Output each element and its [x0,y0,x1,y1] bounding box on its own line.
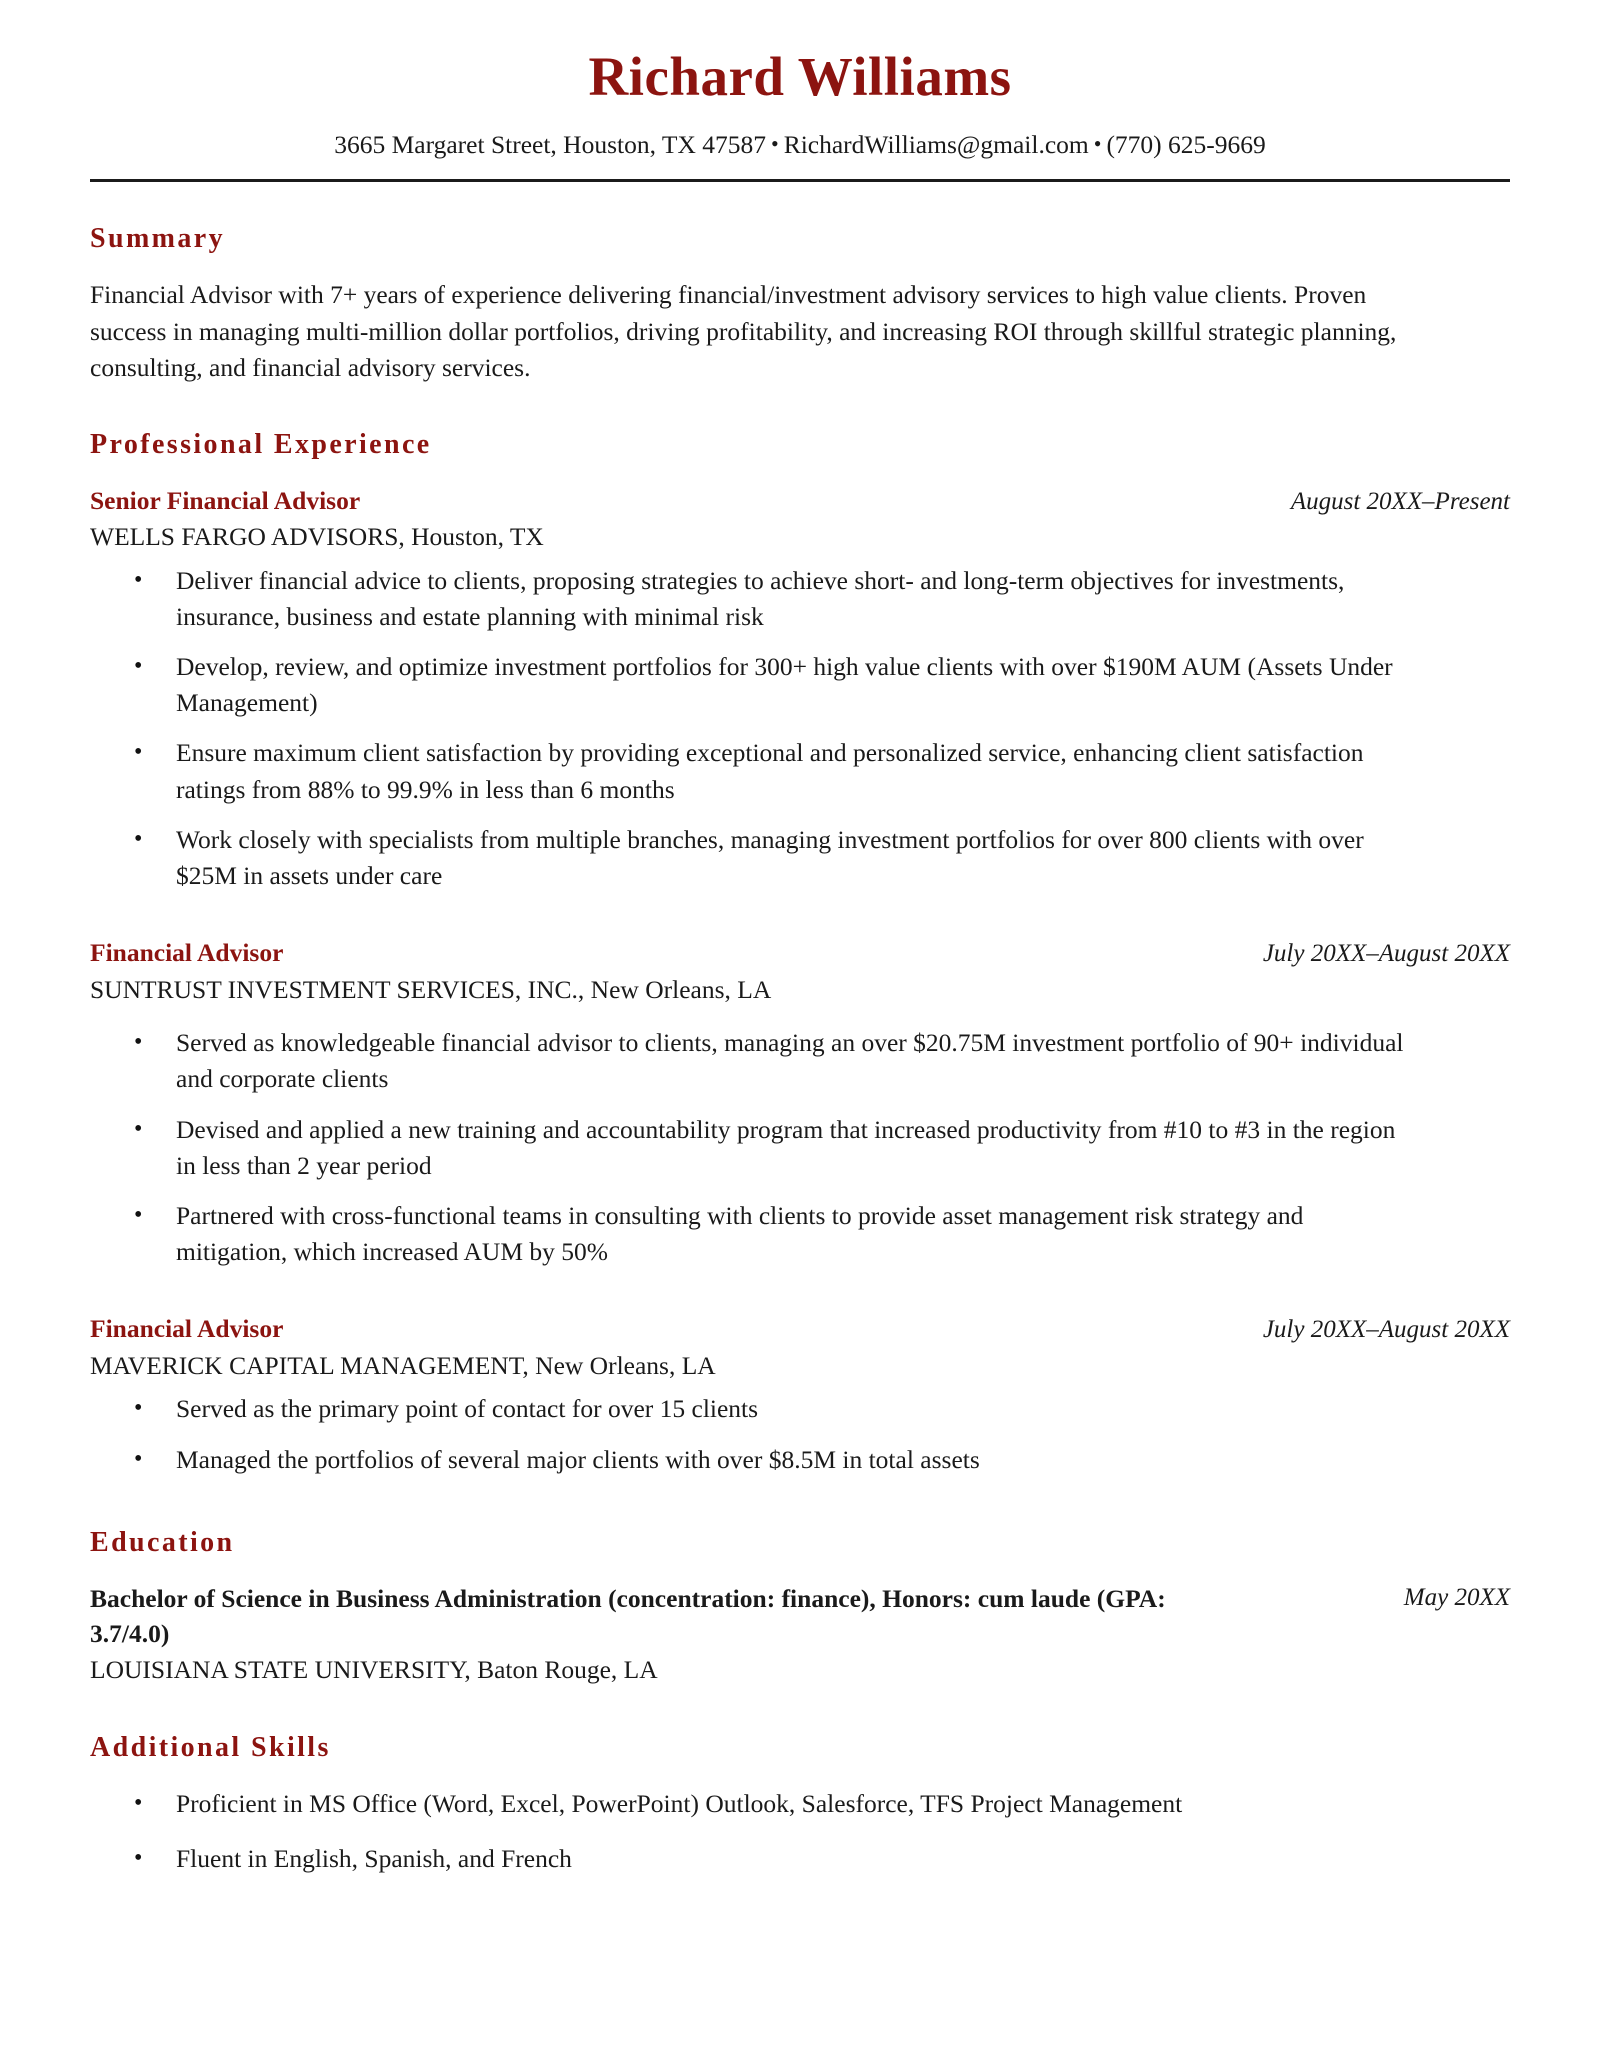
job-bullet-list [90,1025,1510,1270]
section-title-education: Education [90,1526,235,1558]
job-date: July 20XX–August 20XX [1262,1316,1510,1344]
education-date: May 20XX [1403,1584,1510,1612]
candidate-name: Richard Williams [588,46,1012,107]
job-company: SUNTRUST INVESTMENT SERVICES, INC., New Orleans, LA [90,974,772,1004]
summary-text: Financial Advisor with 7+ years of experience delivering financial/investment advisory services to high value clients. Proven success in managing multi-million dollar portfolios, driving profitability, and increasing ROI through skillful strategic planning, consulting, and financial advisory services. [90,280,1397,382]
job-bullet: • Served as knowledgeable financial advisor to clients, managing an over $20.75M investment portfolio of 90+ individual and corporate clients [90,1025,1410,1097]
section-skills [90,1731,1510,1877]
job-bullet: • Partnered with cross-functional teams in consulting with clients to provide asset management risk strategy and mitigation, which increased AUM by 50% [90,1198,1410,1270]
job-bullet: • Served as the primary point of contact for over 15 clients [90,1391,1410,1427]
job-title: Financial Advisor [90,1314,284,1344]
job-bullet-list [90,1391,1510,1477]
section-title-skills: Additional Skills [90,1731,331,1763]
section-title-experience: Professional Experience [90,429,432,461]
education-entry [90,1581,1510,1687]
job-entry [90,936,1510,1270]
contact-address: 3665 Margaret Street, Houston, TX 47587 [334,129,766,159]
skill-bullet: • Proficient in MS Office (Word, Excel, PowerPoint) Outlook, Salesforce, TFS Project Management [90,1786,1410,1822]
job-company: MAVERICK CAPITAL MANAGEMENT, New Orleans, LA [90,1350,716,1380]
skill-bullet: • Fluent in English, Spanish, and French [90,1841,1410,1877]
contact-separator-1: • [771,130,779,156]
education-degree: Bachelor of Science in Business Administration (concentration: finance), Honors: cum laude (GPA: 3.7/4.0) [90,1584,1166,1649]
job-header [90,936,1510,971]
job-header [90,484,1510,519]
contact-phone[interactable]: (770) 625-9669 [1106,129,1266,159]
job-entry [90,484,1510,895]
job-title: Senior Financial Advisor [90,485,361,515]
job-title: Financial Advisor [90,938,284,968]
education-school: LOUISIANA STATE UNIVERSITY, Baton Rouge, LA [90,1654,658,1684]
skills-bullet-list [90,1786,1510,1876]
contact-line [90,128,1510,161]
resume-content [0,222,1600,1955]
job-date: July 20XX–August 20XX [1262,940,1510,968]
job-company: WELLS FARGO ADVISORS, Houston, TX [90,522,544,552]
contact-separator-2: • [1093,130,1102,156]
job-header [90,1312,1510,1347]
job-bullet: • Develop, review, and optimize investment portfolios for 300+ high value clients with over $190M AUM (Assets Under Management) [90,649,1410,721]
resume-header [0,0,1600,161]
section-experience [90,428,1510,1478]
section-summary [90,222,1510,386]
job-bullet: • Managed the portfolios of several major clients with over $8.5M in total assets [90,1442,1410,1478]
header-divider [90,179,1510,182]
job-bullet: • Ensure maximum client satisfaction by providing exceptional and personalized service, enhancing client satisfaction ratings from 88% to 99.9% in less than 6 months [90,735,1410,807]
section-title-summary: Summary [90,222,226,254]
job-bullet: • Work closely with specialists from multiple branches, managing investment portfolios for over 800 clients with over $25M in assets under care [90,822,1410,894]
contact-email[interactable]: RichardWilliams@gmail.com [783,129,1089,159]
job-entry [90,1312,1510,1477]
job-bullet: • Deliver financial advice to clients, proposing strategies to achieve short- and long-term objectives for investments, insurance, business and estate planning with minimal risk [90,563,1410,635]
job-date: August 20XX–Present [1290,487,1510,515]
section-education [90,1526,1510,1687]
job-bullet: • Devised and applied a new training and accountability program that increased productivity from #10 to #3 in the region in less than 2 year period [90,1112,1410,1184]
job-bullet-list [90,563,1510,895]
education-header [90,1581,1510,1651]
